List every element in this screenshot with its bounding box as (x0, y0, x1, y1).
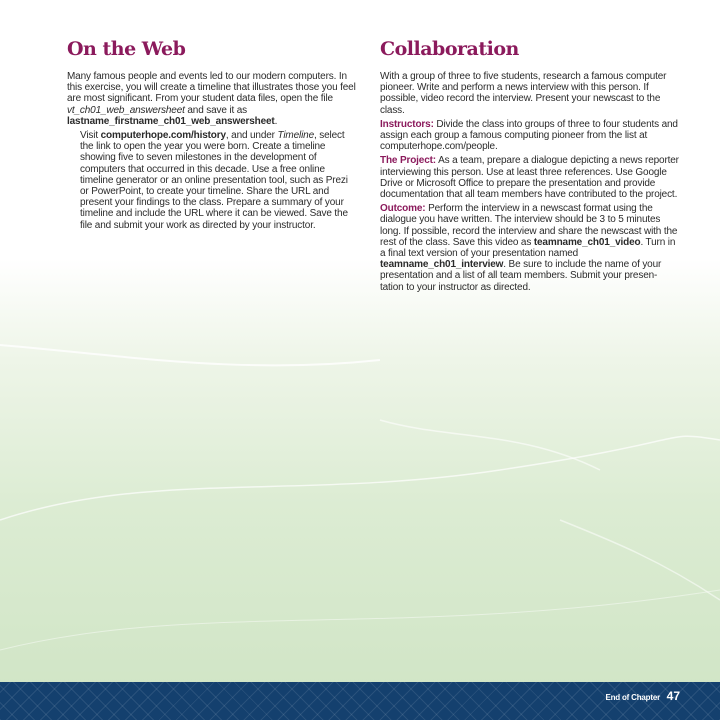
web-steps-paragraph: Visit computerhope.com/history, and under Timeline, select the link to open the year you were born. Create a timeline showing five to seven milestones in the development of computers that occurred in this decade. Use a free online timeline generator or an online presentation tool, such as Prezi or PowerPoint, to create your timeline. Share the URL and present your findings to the class. Prepare a summary of your timeline and include the URL where it can be viewed. Save the file and submit your work as directed by your instructor. (80, 130, 348, 231)
footer-label: End of Chapter (605, 693, 660, 702)
page-number: 47 (666, 689, 680, 703)
collab-intro-paragraph: With a group of three to five students, research a famous computer pioneer. Write and perform a news interview with this person. If possible, video record the interview. Present your newscast to the class. (380, 71, 667, 116)
outcome-paragraph: Outcome: Perform the interview in a newscast format using the dialogue you have written. The interview should be 3 to 5 minutes long. If possible, record the interview and share the newscast with the rest of the class. Save this video as teamname_ch01_video. Turn in a final text version of your presentation named teamname_ch01_interview. Be sure to include the name of your presentation and a list of all team members. Submit your presen-tation to your instructor as directed. (380, 203, 678, 293)
project-paragraph: The Project: As a team, prepare a dialogue depicting a news reporter interviewing this person. Use at least three references. Use Google Drive or Microsoft Office to prepare the presentation and provide documentation that all team members have contributed to the project. (380, 155, 679, 201)
section-title: Collaboration (380, 38, 519, 60)
instructors-paragraph: Instructors: Divide the class into groups of three to four students and assign each group a famous computing pioneer from the list at computerhope.com/people. (380, 118, 678, 153)
section-title: On the Web (67, 38, 186, 60)
web-intro-paragraph: Many famous people and events led to our modern computers. In this exercise, you will create a timeline that illustrates those you feel are most significant. From your student data files, open the file vt_ch01_web_answersheet and save it as lastname_firstname_ch01_web_answersheet. (67, 71, 356, 127)
collaboration-section (380, 36, 680, 293)
footer-bar (0, 682, 720, 720)
on-the-web-section (67, 36, 357, 231)
